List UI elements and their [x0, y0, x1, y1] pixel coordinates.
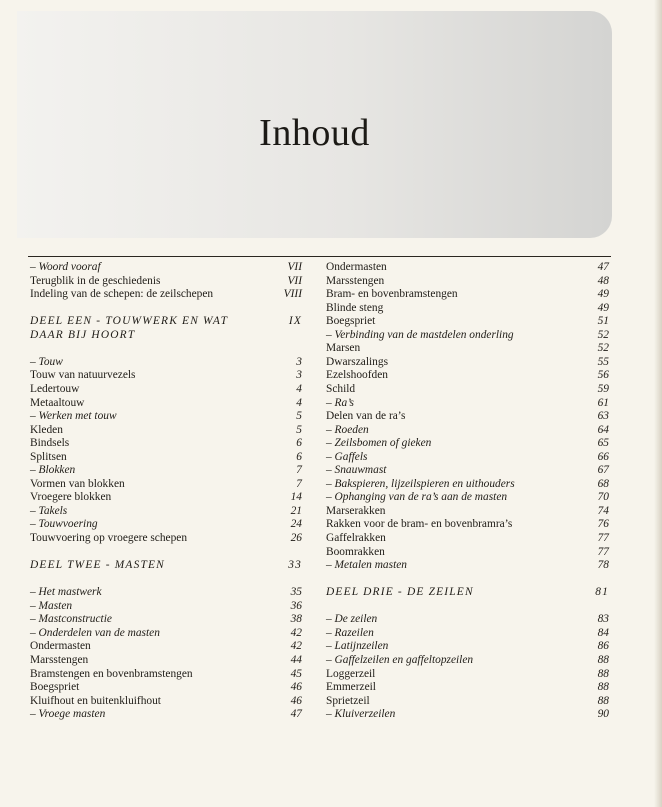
toc-part-heading	[30, 559, 302, 573]
toc-entry-title: Schild	[326, 382, 356, 395]
toc-entry-title: Dwarszalings	[326, 355, 388, 368]
toc-entry-page: 65	[597, 437, 609, 450]
toc-entry-page: 77	[597, 545, 609, 558]
toc-entry-page: 45	[290, 667, 302, 680]
toc-entry	[326, 518, 609, 532]
toc-entry-page: 76	[597, 518, 609, 531]
toc-entry-title: Gaffelrakken	[326, 532, 386, 544]
toc-entry	[30, 600, 302, 614]
toc-entry	[326, 668, 609, 682]
toc-entry-title: DEEL TWEE - MASTEN	[30, 559, 165, 572]
toc-entry-page: 68	[597, 477, 609, 490]
toc-entry-page: 49	[597, 301, 609, 314]
toc-entry-page: 48	[597, 274, 609, 287]
toc-entry-title: Metaaltouw	[30, 396, 85, 409]
toc-entry-title: Bramstengen en bovenbramstengen	[30, 667, 193, 680]
toc-entry-title: Marsstengen	[30, 653, 89, 666]
toc-entry-title: – Latijnzeilen	[326, 640, 389, 653]
toc-entry-page: 6	[296, 450, 302, 463]
toc-entry-title: Bram- en bovenbramstengen	[326, 288, 458, 301]
toc-entry	[326, 275, 609, 289]
toc-entry	[326, 437, 609, 451]
toc-entry	[326, 491, 609, 505]
toc-entry-title: – Takels	[30, 504, 68, 517]
toc-entry-page: 5	[296, 423, 302, 436]
toc-entry-page: 42	[290, 640, 302, 653]
toc-entry-title: – Razeilen	[326, 626, 374, 639]
toc-entry-page: 86	[597, 640, 609, 653]
toc-entry	[30, 708, 302, 722]
toc-entry	[326, 383, 609, 397]
toc-entry-page: 47	[597, 261, 609, 273]
toc-entry	[326, 410, 609, 424]
toc-entry	[30, 654, 302, 668]
toc-entry-page: 78	[597, 559, 609, 572]
toc-entry-page: 56	[597, 369, 609, 382]
toc-part-heading	[30, 329, 302, 343]
toc-entry-title: – Gaffels	[326, 450, 368, 463]
toc-entry	[326, 424, 609, 438]
toc-entry	[326, 640, 609, 654]
toc-entry	[326, 681, 609, 695]
toc-entry-page: 21	[290, 504, 302, 517]
toc-entry-page: 83	[597, 613, 609, 626]
toc-entry-page: 4	[296, 382, 302, 395]
page-title: Inhoud	[259, 112, 370, 154]
toc-entry	[30, 288, 302, 302]
toc-entry	[326, 397, 609, 411]
toc-entry-page: 64	[597, 423, 609, 436]
toc-entry	[30, 668, 302, 682]
toc-entry	[30, 478, 302, 492]
toc-entry-page: VII	[287, 261, 302, 273]
toc-entry-page: 61	[597, 396, 609, 409]
toc-entry	[326, 261, 609, 275]
toc-entry-page: 81	[595, 586, 609, 599]
toc-entry-page: 77	[597, 532, 609, 544]
toc-entry-title: Ondermasten	[326, 261, 387, 273]
toc-entry-title: – Roeden	[326, 423, 369, 436]
toc-entry-title: Terugblik in de geschiedenis	[30, 274, 161, 287]
toc-entry	[326, 559, 609, 573]
toc-entry-page: 84	[597, 626, 609, 639]
toc-entry-title: Vroegere blokken	[30, 491, 112, 504]
toc-entry	[30, 437, 302, 451]
toc-entry	[30, 518, 302, 532]
toc-entry-page: 24	[290, 518, 302, 531]
toc-entry-page: 35	[290, 586, 302, 599]
toc-entry-page: 26	[290, 532, 302, 544]
toc-entry-page: VIII	[283, 288, 302, 301]
toc-entry	[326, 613, 609, 627]
toc-entry-page: 88	[597, 694, 609, 707]
toc-entry-page: 44	[290, 653, 302, 666]
toc-entry-page: VII	[287, 274, 302, 287]
toc-entry-title: – Masten	[30, 599, 73, 612]
toc-entry	[326, 369, 609, 383]
toc-entry-page: 14	[290, 491, 302, 504]
toc-entry-title: Delen van de ra’s	[326, 410, 406, 423]
toc-entry	[30, 491, 302, 505]
toc-entry	[326, 505, 609, 519]
toc-entry-title: – Mastconstructie	[30, 613, 112, 626]
toc-entry-page: 59	[597, 382, 609, 395]
toc-entry	[30, 383, 302, 397]
toc-entry-title: Touw van natuurvezels	[30, 369, 136, 382]
toc-entry-page: 51	[597, 315, 609, 328]
toc-entry	[30, 627, 302, 641]
toc-entry-title: Blinde steng	[326, 301, 384, 314]
toc-entry	[326, 478, 609, 492]
toc-entry-title: – Blokken	[30, 464, 76, 477]
toc-part-heading	[326, 586, 609, 600]
toc-entry-title: – Gaffelzeilen en gaffeltopzeilen	[326, 653, 474, 666]
toc-entry-title: Vormen van blokken	[30, 477, 125, 490]
toc-entry-title: Rakken voor de bram- en bovenbramra’s	[326, 518, 513, 531]
toc-entry-page: 7	[296, 477, 302, 490]
toc-entry	[326, 329, 609, 343]
toc-entry-title: Touwvoering op vroegere schepen	[30, 532, 188, 544]
toc-entry	[30, 410, 302, 424]
toc-entry	[326, 288, 609, 302]
toc-entry	[30, 532, 302, 546]
toc-entry-page: 88	[597, 653, 609, 666]
toc-entry-page: 47	[290, 708, 302, 721]
toc-entry-title: Ezelshoofden	[326, 369, 388, 382]
toc-entry-page: 42	[290, 626, 302, 639]
toc-entry	[30, 640, 302, 654]
toc-entry-page: 46	[290, 681, 302, 694]
toc-entry	[326, 708, 609, 722]
toc-entry	[30, 695, 302, 709]
toc-entry-title: – Verbinding van de mastdelen onderling	[326, 328, 514, 341]
divider-rule	[28, 256, 611, 257]
toc-entry-title: Sprietzeil	[326, 694, 370, 707]
toc-entry-page: 38	[290, 613, 302, 626]
toc-entry	[326, 356, 609, 370]
toc-entry	[30, 505, 302, 519]
toc-entry-title: Ledertouw	[30, 382, 80, 395]
toc-entry-title: Boegspriet	[326, 315, 376, 328]
toc-entry	[30, 369, 302, 383]
toc-part-heading	[30, 315, 302, 329]
toc-entry	[326, 654, 609, 668]
toc-entry-page: 70	[597, 491, 609, 504]
toc-entry	[326, 532, 609, 546]
toc-entry-page: 90	[597, 708, 609, 721]
toc-entry-page: 88	[597, 681, 609, 694]
toc-entry-title: Kleden	[30, 423, 63, 436]
toc-entry-page: 52	[597, 328, 609, 341]
toc-entry-title: DAAR BIJ HOORT	[30, 328, 136, 341]
toc-entry-page: 5	[296, 410, 302, 423]
toc-entry-page: 3	[296, 369, 302, 382]
title-banner	[17, 11, 612, 238]
toc-entry-title: Splitsen	[30, 450, 67, 463]
toc-entry-page: 67	[597, 464, 609, 477]
toc-entry-title: Indeling van de schepen: de zeilschepen	[30, 288, 214, 301]
toc-entry-title: – Touw	[30, 355, 63, 368]
toc-entry	[326, 464, 609, 478]
toc-entry-title: Emmerzeil	[326, 681, 376, 694]
toc-entry-page: 36	[290, 599, 302, 612]
toc-entry-title: Marsen	[326, 342, 361, 355]
toc-entry-title: – Vroege masten	[30, 708, 106, 721]
toc-entry-title: DEEL EEN - TOUWWERK EN WAT	[30, 315, 229, 328]
toc-entry-title: – Zeilsbomen of gieken	[326, 437, 432, 450]
toc-entry-title: – Werken met touw	[30, 410, 117, 423]
toc-entry	[326, 695, 609, 709]
toc-entry	[30, 451, 302, 465]
toc-entry-title: Boegspriet	[30, 681, 80, 694]
toc-entry-page: 3	[296, 355, 302, 368]
toc-entry-title: – Het mastwerk	[30, 586, 102, 599]
toc-entry-title: – Touwvoering	[30, 518, 98, 531]
toc-entry	[326, 451, 609, 465]
toc-entry-page: 7	[296, 464, 302, 477]
toc-entry-title: – Bakspieren, lijzeilspieren en uithouders	[326, 477, 515, 490]
toc-entry	[30, 356, 302, 370]
toc-entry	[30, 586, 302, 600]
toc-entry-page: 55	[597, 355, 609, 368]
toc-entry-title: – Ra’s	[326, 396, 354, 409]
toc-entry-title: – Onderdelen van de masten	[30, 626, 160, 639]
toc-entry-page: 52	[597, 342, 609, 355]
toc-entry-page: 63	[597, 410, 609, 423]
toc-entry-title: – Snauwmast	[326, 464, 387, 477]
toc-entry-title: – Metalen masten	[326, 559, 407, 572]
toc-entry	[326, 342, 609, 356]
toc-entry	[326, 315, 609, 329]
toc-entry-page: 46	[290, 694, 302, 707]
toc-entry	[30, 681, 302, 695]
toc-entry-page: 88	[597, 667, 609, 680]
toc-entry	[30, 613, 302, 627]
toc-entry	[30, 397, 302, 411]
toc-entry	[30, 424, 302, 438]
toc-entry	[30, 464, 302, 478]
toc-entry	[326, 627, 609, 641]
toc-entry-page: 33	[288, 559, 302, 572]
toc-entry-page: IX	[288, 315, 302, 328]
toc-entry-title: DEEL DRIE - DE ZEILEN	[326, 586, 474, 599]
toc-entry	[30, 275, 302, 289]
toc-entry	[326, 546, 609, 560]
toc-entry-title: – Woord vooraf	[30, 261, 101, 273]
toc-entry-title: Marserakken	[326, 504, 386, 517]
toc-entry-page: 6	[296, 437, 302, 450]
toc-entry-page: 4	[296, 396, 302, 409]
toc-entry-title: Boomrakken	[326, 545, 385, 558]
toc-entry-page: 49	[597, 288, 609, 301]
toc-entry	[326, 302, 609, 316]
toc-entry-title: Kluifhout en buitenkluifhout	[30, 694, 161, 707]
toc-entry-title: – Ophanging van de ra’s aan de masten	[326, 491, 508, 504]
toc-entry-title: – Kluiverzeilen	[326, 708, 396, 721]
toc-entry-page: 66	[597, 450, 609, 463]
toc-entry-title: Loggerzeil	[326, 667, 376, 680]
toc-entry	[30, 261, 302, 275]
toc-entry-page: 74	[597, 504, 609, 517]
page-edge-shadow	[654, 0, 662, 807]
toc-entry-title: Bindsels	[30, 437, 70, 450]
toc-entry-title: – De zeilen	[326, 613, 378, 626]
toc-entry-title: Marsstengen	[326, 274, 385, 287]
toc-entry-title: Ondermasten	[30, 640, 91, 653]
